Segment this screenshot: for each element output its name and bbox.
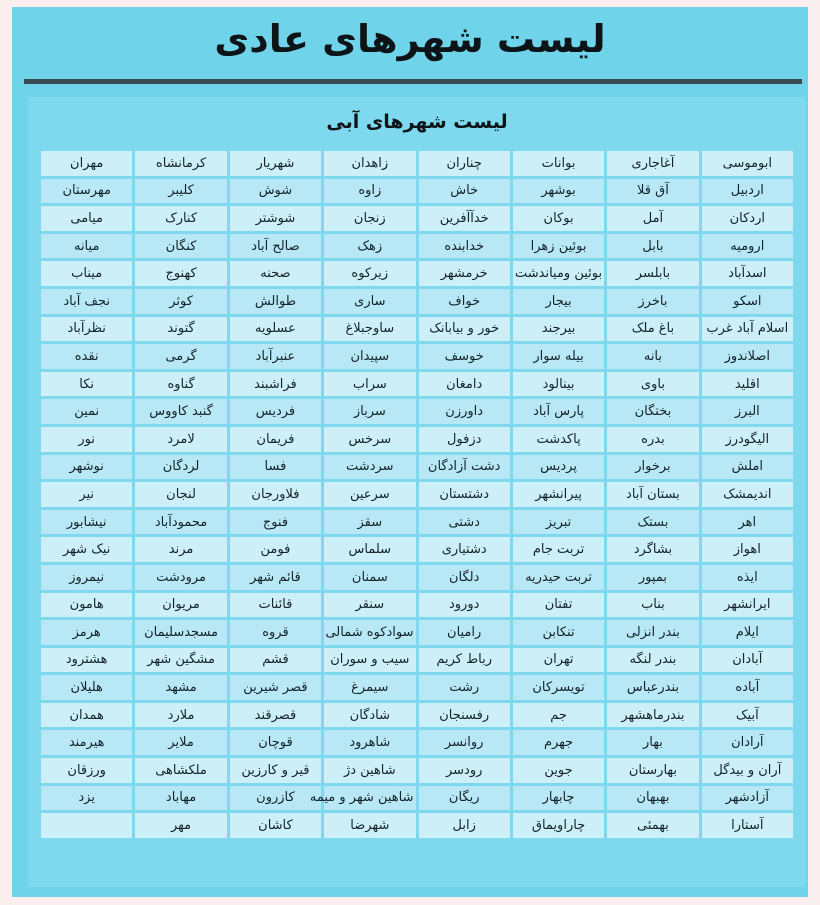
city-cell: مهران (41, 151, 132, 176)
city-cell: شاهرود (324, 730, 415, 755)
city-cell: جهرم (513, 730, 604, 755)
city-cell: فریمان (230, 427, 321, 452)
city-cell: بندرماهشهر (607, 703, 698, 728)
city-cell: مریوان (135, 593, 226, 618)
city-cell: دزفول (419, 427, 510, 452)
table-row (41, 344, 793, 369)
table-row (41, 261, 793, 286)
city-cell: ایرانشهر (702, 593, 793, 618)
city-cell: باغ ملک (607, 317, 698, 342)
city-cell: عسلویه (230, 317, 321, 342)
city-cell: باوی (607, 372, 698, 397)
city-cell (41, 813, 132, 838)
city-cell: زاهدان (324, 151, 415, 176)
city-cell: مشگین شهر (135, 648, 226, 673)
city-cell: بشاگرد (607, 537, 698, 562)
city-cell: آق قلا (607, 179, 698, 204)
city-cell: لنجان (135, 482, 226, 507)
city-cell: آرادان (702, 730, 793, 755)
city-cell: شوشتر (230, 206, 321, 231)
city-cell: بستک (607, 510, 698, 535)
city-cell: بندر لنگه (607, 648, 698, 673)
city-cell: رامیان (419, 620, 510, 645)
table-row (41, 399, 793, 424)
city-cell: کرمانشاه (135, 151, 226, 176)
city-cell: بهمئی (607, 813, 698, 838)
city-cell: آستارا (702, 813, 793, 838)
city-cell: گرمی (135, 344, 226, 369)
city-cell: ملکشاهی (135, 758, 226, 783)
city-cell: آزادشهر (702, 786, 793, 811)
city-cell: محمودآباد (135, 510, 226, 535)
city-cell: فلاورجان (230, 482, 321, 507)
city-cell: مهاباد (135, 786, 226, 811)
table-row (41, 593, 793, 618)
table-row (41, 758, 793, 783)
city-cell: خرمشهر (419, 261, 510, 286)
city-cell: سردشت (324, 455, 415, 480)
city-cell: سرعین (324, 482, 415, 507)
city-cell: همدان (41, 703, 132, 728)
city-cell: خدابنده (419, 234, 510, 259)
city-cell: نور (41, 427, 132, 452)
city-cell: قروه (230, 620, 321, 645)
city-cell: قیر و کارزین (230, 758, 321, 783)
city-cell: باخرز (607, 289, 698, 314)
city-cell: فراشبند (230, 372, 321, 397)
table-row (41, 427, 793, 452)
city-cell: تهران (513, 648, 604, 673)
page (12, 7, 808, 897)
city-cell: بوانات (513, 151, 604, 176)
city-cell: بوئین ومیاندشت (513, 261, 604, 286)
city-cell: بیله سوار (513, 344, 604, 369)
city-cell: پیرانشهر (513, 482, 604, 507)
table-row (41, 703, 793, 728)
city-cell: یزد (41, 786, 132, 811)
city-cell: نوشهر (41, 455, 132, 480)
table-row (41, 151, 793, 176)
city-cell: شهرضا (324, 813, 415, 838)
city-cell: نظرآباد (41, 317, 132, 342)
city-cell: اندیمشک (702, 482, 793, 507)
city-cell: کازرون (230, 786, 321, 811)
city-cell: بانه (607, 344, 698, 369)
city-cell: نیمروز (41, 565, 132, 590)
city-cell: بوکان (513, 206, 604, 231)
city-cell: آغاجاری (607, 151, 698, 176)
city-cell: سراب (324, 372, 415, 397)
city-cell: دورود (419, 593, 510, 618)
city-cell: طوالش (230, 289, 321, 314)
table-row (41, 510, 793, 535)
city-cell: ساوجبلاغ (324, 317, 415, 342)
table-row (41, 455, 793, 480)
city-cell: نیک شهر (41, 537, 132, 562)
city-cell: تویسرکان (513, 675, 604, 700)
city-cell: بهارستان (607, 758, 698, 783)
city-cell: ملایر (135, 730, 226, 755)
table-row (41, 730, 793, 755)
city-cell: سمنان (324, 565, 415, 590)
city-cell: آباده (702, 675, 793, 700)
city-cell: ریگان (419, 786, 510, 811)
city-cell: اردکان (702, 206, 793, 231)
city-cell: قصر شیرین (230, 675, 321, 700)
divider (24, 79, 802, 84)
city-cell: سنقر (324, 593, 415, 618)
city-cell: فسا (230, 455, 321, 480)
city-cell: بمپور (607, 565, 698, 590)
city-cell: مشهد (135, 675, 226, 700)
city-cell: تنکابن (513, 620, 604, 645)
city-cell: مسجدسلیمان (135, 620, 226, 645)
city-cell: برخوار (607, 455, 698, 480)
city-cell: کنگان (135, 234, 226, 259)
table-row (41, 179, 793, 204)
city-cell: اقلید (702, 372, 793, 397)
city-cell: خور و بیابانک (419, 317, 510, 342)
city-cell: فردیس (230, 399, 321, 424)
city-cell: سقز (324, 510, 415, 535)
city-cell: نیر (41, 482, 132, 507)
city-cell: ورزقان (41, 758, 132, 783)
city-cell: نجف آباد (41, 289, 132, 314)
table-row (41, 482, 793, 507)
table-row (41, 786, 793, 811)
city-cell: شاهین شهر و میمه (324, 786, 415, 811)
city-cell: دشتستان (419, 482, 510, 507)
city-cell: هشترود (41, 648, 132, 673)
city-cell: بینالود (513, 372, 604, 397)
city-cell: مرند (135, 537, 226, 562)
city-cell: تفتان (513, 593, 604, 618)
city-cell: اسکو (702, 289, 793, 314)
city-cell: اردبیل (702, 179, 793, 204)
city-cell: البرز (702, 399, 793, 424)
table-row (41, 813, 793, 838)
table-row (41, 620, 793, 645)
city-cell: هلیلان (41, 675, 132, 700)
city-cell: چناران (419, 151, 510, 176)
city-cell: دشتی (419, 510, 510, 535)
table-row (41, 289, 793, 314)
city-cell: چاراویماق (513, 813, 604, 838)
city-cell: دشتیاری (419, 537, 510, 562)
city-cell: الیگودرز (702, 427, 793, 452)
city-cell: رشت (419, 675, 510, 700)
city-cell: میانه (41, 234, 132, 259)
city-cell: سیب و سوران (324, 648, 415, 673)
city-cell: بوشهر (513, 179, 604, 204)
city-cell: زنجان (324, 206, 415, 231)
city-cell: شاهین دژ (324, 758, 415, 783)
city-cell: رفسنجان (419, 703, 510, 728)
city-cell: جوین (513, 758, 604, 783)
city-list-panel (28, 97, 806, 887)
city-cell: کلیبر (135, 179, 226, 204)
city-cell: زهک (324, 234, 415, 259)
city-cell: تبریز (513, 510, 604, 535)
city-cell: شوش (230, 179, 321, 204)
city-cell: رباط کریم (419, 648, 510, 673)
city-cell: ابوموسی (702, 151, 793, 176)
city-cell: داورزن (419, 399, 510, 424)
city-cell: ملارد (135, 703, 226, 728)
city-cell: پردیس (513, 455, 604, 480)
city-cell: نکا (41, 372, 132, 397)
table-row (41, 317, 793, 342)
city-cell: نیشابور (41, 510, 132, 535)
city-cell: میامی (41, 206, 132, 231)
city-cell: بندر انزلی (607, 620, 698, 645)
city-cell: بناب (607, 593, 698, 618)
city-cell: اهواز (702, 537, 793, 562)
table-row (41, 372, 793, 397)
city-cell: شادگان (324, 703, 415, 728)
table-row (41, 537, 793, 562)
city-cell: مهرستان (41, 179, 132, 204)
city-cell: املش (702, 455, 793, 480)
city-cell: خواف (419, 289, 510, 314)
table-row (41, 648, 793, 673)
city-cell: بیرجند (513, 317, 604, 342)
city-cell: بابلسر (607, 261, 698, 286)
city-cell: ارومیه (702, 234, 793, 259)
city-cell: کوثر (135, 289, 226, 314)
city-cell: کهنوج (135, 261, 226, 286)
city-cell: لردگان (135, 455, 226, 480)
city-cell: بستان آباد (607, 482, 698, 507)
city-cell: فنوج (230, 510, 321, 535)
city-cell: ایلام (702, 620, 793, 645)
city-cell: روانسر (419, 730, 510, 755)
city-cell: قائنات (230, 593, 321, 618)
city-cell: پاکدشت (513, 427, 604, 452)
city-cell: ساری (324, 289, 415, 314)
city-cell: زیرکوه (324, 261, 415, 286)
city-cell: آمل (607, 206, 698, 231)
city-cell: قصرقند (230, 703, 321, 728)
city-cell: بهار (607, 730, 698, 755)
city-cell: سرخس (324, 427, 415, 452)
city-cell: لامرد (135, 427, 226, 452)
city-cell: عنبرآباد (230, 344, 321, 369)
city-cell: دشت آزادگان (419, 455, 510, 480)
city-cell: میناب (41, 261, 132, 286)
city-cell: پارس آباد (513, 399, 604, 424)
city-cell: تربت حیدریه (513, 565, 604, 590)
city-cell: زاوه (324, 179, 415, 204)
page-title: لیست شهرهای عادی (214, 17, 606, 61)
city-cell: چابهار (513, 786, 604, 811)
city-cell: رودسر (419, 758, 510, 783)
city-cell: آبادان (702, 648, 793, 673)
city-cell: جم (513, 703, 604, 728)
city-cell: قشم (230, 648, 321, 673)
city-cell: اسلام آباد غرب (702, 317, 793, 342)
city-cell: مرودشت (135, 565, 226, 590)
table-row (41, 565, 793, 590)
city-cell: صحنه (230, 261, 321, 286)
city-cell: زابل (419, 813, 510, 838)
city-cell: بیجار (513, 289, 604, 314)
city-cell: سلماس (324, 537, 415, 562)
city-cell: کاشان (230, 813, 321, 838)
city-cell: دامغان (419, 372, 510, 397)
city-cell: مهر (135, 813, 226, 838)
city-table (38, 148, 796, 841)
city-cell: بختگان (607, 399, 698, 424)
city-cell: قوچان (230, 730, 321, 755)
city-cell: هامون (41, 593, 132, 618)
city-cell: خدآآفرین (419, 206, 510, 231)
city-cell: آران و بیدگل (702, 758, 793, 783)
table-row (41, 206, 793, 231)
list-subtitle: لیست شهرهای آبی (326, 111, 508, 133)
city-cell: سرباز (324, 399, 415, 424)
city-cell: بابل (607, 234, 698, 259)
city-cell: گنبد کاووس (135, 399, 226, 424)
city-cell: تربت جام (513, 537, 604, 562)
city-cell: گناوه (135, 372, 226, 397)
city-cell: خوسف (419, 344, 510, 369)
city-cell: دلگان (419, 565, 510, 590)
city-cell: هیرمند (41, 730, 132, 755)
city-cell: بدره (607, 427, 698, 452)
table-row (41, 675, 793, 700)
city-cell: اصلاندوز (702, 344, 793, 369)
city-cell: ایذه (702, 565, 793, 590)
city-cell: نمین (41, 399, 132, 424)
city-cell: خاش (419, 179, 510, 204)
city-cell: فومن (230, 537, 321, 562)
table-row (41, 234, 793, 259)
city-cell: سیمرغ (324, 675, 415, 700)
city-cell: آبیک (702, 703, 793, 728)
city-cell: سپیدان (324, 344, 415, 369)
city-cell: کنارک (135, 206, 226, 231)
city-cell: نقده (41, 344, 132, 369)
city-cell: بندرعباس (607, 675, 698, 700)
city-cell: هرمز (41, 620, 132, 645)
city-table-body (41, 151, 793, 838)
city-cell: بوئین زهرا (513, 234, 604, 259)
city-cell: اسدآباد (702, 261, 793, 286)
city-cell: قائم شهر (230, 565, 321, 590)
city-cell: صالح آباد (230, 234, 321, 259)
city-cell: شهریار (230, 151, 321, 176)
city-cell: بهبهان (607, 786, 698, 811)
city-cell: اهر (702, 510, 793, 535)
city-cell: گتوند (135, 317, 226, 342)
city-cell: سوادکوه شمالی (324, 620, 415, 645)
